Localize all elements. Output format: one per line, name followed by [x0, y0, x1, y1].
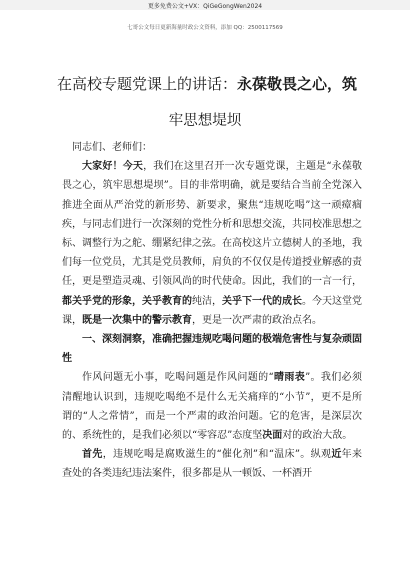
promo-banner: 更多免费公文+VX：QiGeGongWen2024 — [147, 3, 263, 10]
promo-subbanner: 七哥公文每日更新海量时政公文资料，添加 QQ：2500117569 — [127, 25, 283, 31]
p2-bold-2: 决面 — [262, 430, 283, 442]
intro-bold-greeting: 大家好！今天 — [82, 161, 144, 173]
document-body — [62, 138, 362, 484]
paragraph-intro — [62, 157, 362, 330]
p3-bold: 首先 — [82, 449, 103, 461]
page-title — [57, 74, 367, 94]
intro-bold-2: 关乎下一代的成长 — [222, 295, 302, 307]
intro-text: ，我们在这里召开一次专题党课，主题是“永葆敬畏之心，筑牢思想堤坝”。目的非常明确，就是要结合当前全党深入推进全面从严治党的新形势、新要求，聚焦“违规吃喝”这一顽瘴痼疾，与同志们进行一次深刻的党性分析和思想交流，共同校准思想之标、调整行为之舵、绷紧纪律之弦。在高校这片立德树人的圣地，我们每一位党员，尤其是党员教师，肩负的不仅仅是传道授业解惑的责任，更是塑造灵魂、引领风尚的时代使命。因此，我们的一言一行， — [62, 161, 362, 288]
p2-text-2: ”。我们必须清醒地认识到，违规吃喝绝不是什么无关痛痒的“小节”，更不是所谓的“人之常情”，而是一个严肃的政治问题。它的危害，是深层次的、系统性的，是我们必须以“零容忍”态度坚 — [62, 372, 362, 442]
paragraph-3 — [62, 445, 362, 483]
intro-bold-3: 既是一次集中的警示教育 — [82, 314, 192, 326]
p2-text: 作风问题无小事，吃喝问题是作风问题的“ — [82, 372, 274, 384]
section-heading-1-text: 一、深刻洞察，准确把握违规吃喝问题的极端危害性与复杂顽固性 — [62, 334, 362, 365]
intro-text-3: 。今天这堂党课， — [62, 295, 362, 326]
paragraph-2 — [62, 368, 362, 445]
title-plain: 在高校专题党课上的讲话： — [57, 75, 238, 93]
p2-text-3: 对的政治大敌。 — [282, 430, 353, 442]
p3-text: ，违规吃喝是腐败滋生的“催化剂”和“温床”。纵观 — [102, 449, 332, 461]
intro-text-4: ，更是一次严肃的政治点名。 — [192, 314, 322, 326]
intro-bold-1: 都关乎党的形象，关乎教育的 — [62, 295, 192, 307]
title-emphasis: 永葆敬畏之心，筑 — [237, 75, 358, 93]
intro-text-2: 纯洁， — [192, 295, 222, 307]
p3-bold-2: 近 — [331, 449, 342, 461]
section-heading-1 — [62, 330, 362, 368]
p2-bold: 晴雨表 — [273, 372, 306, 384]
p3-text-2: 年来查处的各类违纪违法案件，很多都是从一顿饭、一杯酒开 — [62, 449, 363, 480]
page-title-line2: 牢思想堤坝 — [168, 113, 242, 129]
greeting: 同志们、老师们： — [72, 142, 152, 153]
